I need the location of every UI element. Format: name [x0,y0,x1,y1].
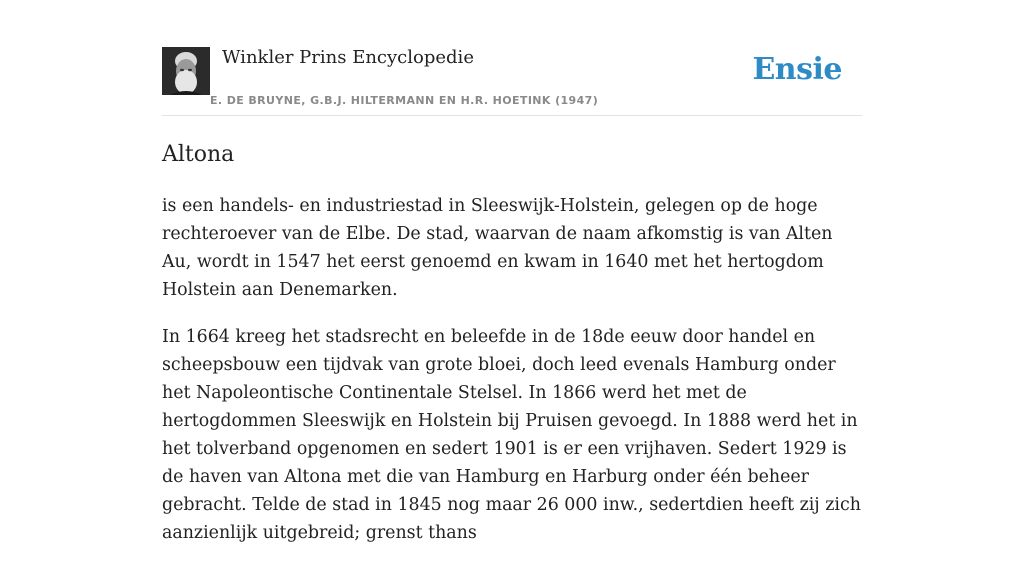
brand-logo[interactable]: Ensie [752,52,842,87]
article-title: Altona [162,142,235,167]
article-body [162,192,862,566]
site-title[interactable]: Winkler Prins Encyclopedie [222,47,474,68]
author-byline: E. DE BRUYNE, G.B.J. HILTERMANN EN H.R. HOETINK (1947) [210,94,599,107]
portrait-photo-icon [162,47,210,95]
paragraph: In 1664 kreeg het stadsrecht en beleefde in de 18de eeuw door handel en scheepsbouw een tijdvak van grote bloei, doch leed evenals Hamburg onder het Napoleontische Continentale Stelsel. In 1866 werd het met de hertogdommen Sleeswijk en Holstein bij Pruisen gevoegd. In 1888 werd het in het tolverband opgenomen en sedert 1901 is er een vrijhaven. Sedert 1929 is de haven van Altona met die van Hamburg en Harburg onder één beheer gebracht. Telde de stad in 1845 nog maar 26 000 inw., sedertdien heeft zij zich aanzienlijk uitgebreid; grenst thans [162,327,861,543]
paragraph: is een handels- en industriestad in Sleeswijk-Holstein, gelegen op de hoge rechteroever van de Elbe. De stad, waarvan de naam afkomstig is van Alten Au, wordt in 1547 het eerst genoemd en kwam in 1640 met het hertogdom Holstein aan Denemarken. [162,196,833,300]
content-container [162,0,862,543]
author-avatar[interactable] [162,47,210,95]
page-header [162,0,862,116]
